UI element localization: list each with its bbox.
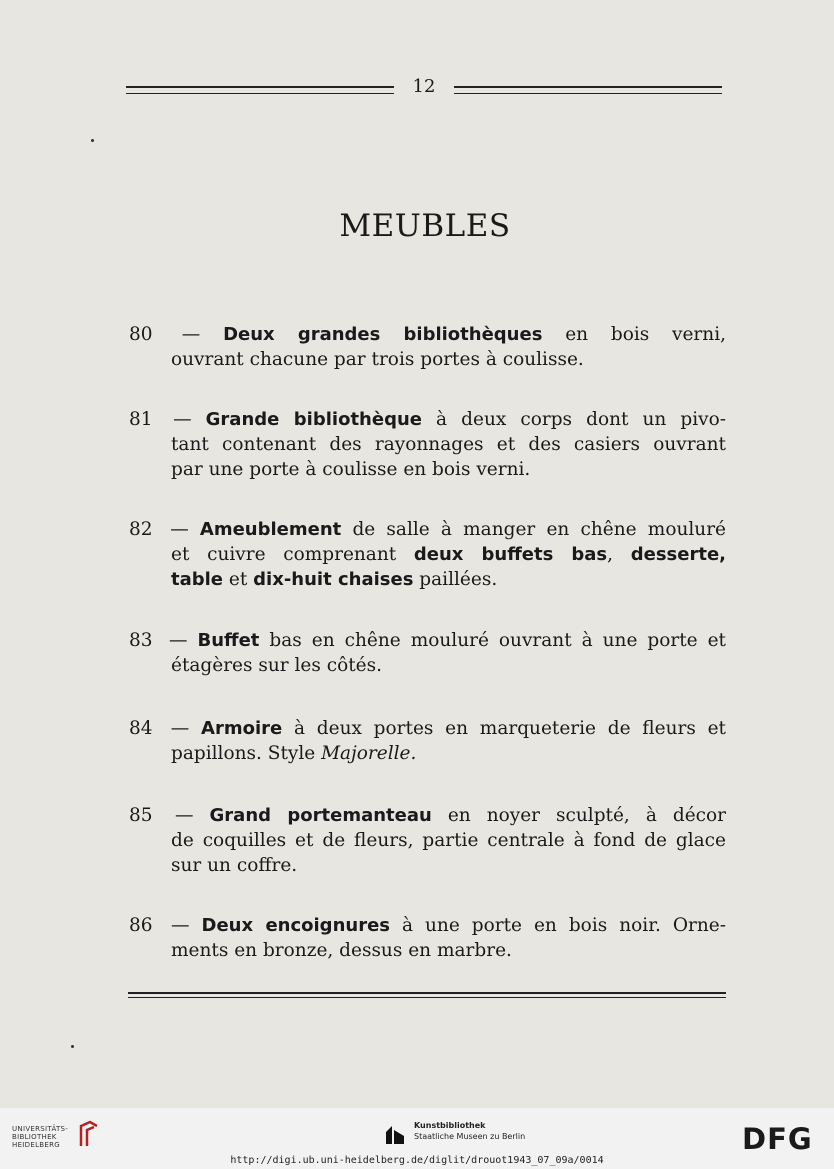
lot-item: deux buffets bas bbox=[413, 544, 608, 565]
lot-number: 84 bbox=[129, 718, 153, 739]
lot-number: 83 bbox=[129, 630, 153, 651]
header-rule-left bbox=[126, 86, 394, 94]
lot-text: de coquilles et de fleurs, partie centrale à fond de glace bbox=[171, 830, 726, 851]
lot-text: et bbox=[223, 569, 254, 590]
lot-number: 80 bbox=[129, 324, 153, 345]
lot-entry-80: 80 — Deux grandes bibliothèques en bois verni, ouvrant chacune par trois portes à coulisse. bbox=[129, 324, 726, 370]
lot-text: à deux portes en marqueterie de fleurs et bbox=[282, 718, 726, 739]
uni-line: HEIDELBERG bbox=[12, 1141, 60, 1149]
kunstbibliothek-logo-icon bbox=[382, 1122, 408, 1148]
speck bbox=[91, 139, 94, 142]
lot-title: Buffet bbox=[197, 630, 260, 651]
heidelberg-library-label bbox=[12, 1125, 68, 1149]
page-number: 12 bbox=[412, 76, 436, 97]
lot-text: de salle à manger en chêne mouluré bbox=[341, 519, 726, 540]
lot-item: dix-huit chaises bbox=[253, 569, 414, 590]
uni-line: BIBLIOTHEK bbox=[12, 1133, 57, 1141]
dfg-logo: DFG bbox=[742, 1122, 813, 1156]
footer-rule bbox=[128, 992, 726, 998]
lot-title: Grand portemanteau bbox=[209, 805, 432, 826]
lot-number: 81 bbox=[129, 409, 153, 430]
lot-text: étagères sur les côtés. bbox=[171, 655, 382, 676]
heidelberg-logo-icon bbox=[78, 1120, 100, 1148]
lot-title: Deux encoignures bbox=[201, 915, 390, 936]
lot-item: table bbox=[171, 569, 224, 590]
section-title: MEUBLES bbox=[339, 208, 511, 244]
lot-text: bas en chêne mouluré ouvrant à une porte et bbox=[259, 630, 726, 651]
lot-item: desserte, bbox=[630, 544, 726, 565]
lot-entry-83: 83 — Buffet bas en chêne mouluré ouvrant à une porte et étagères sur les côtés. bbox=[129, 630, 726, 676]
lot-text: à une porte en bois noir. Orne- bbox=[390, 915, 727, 936]
lot-title: Ameublement bbox=[199, 519, 342, 540]
lot-text: , bbox=[607, 544, 631, 565]
lot-text: ouvrant chacune par trois portes à coulisse. bbox=[171, 349, 584, 370]
lot-number: 82 bbox=[129, 519, 153, 540]
speck bbox=[71, 1045, 74, 1048]
lot-text: et cuivre comprenant bbox=[171, 544, 414, 565]
lot-text: paillées. bbox=[413, 569, 498, 590]
lot-entry-84: 84 — Armoire à deux portes en marqueterie de fleurs et papillons. Style Majorelle. bbox=[129, 718, 726, 764]
header-rule-right bbox=[454, 86, 722, 94]
uni-line: UNIVERSITÄTS- bbox=[12, 1125, 69, 1133]
kb-line: Staatliche Museen zu Berlin bbox=[414, 1132, 526, 1141]
kunstbibliothek-label bbox=[414, 1120, 525, 1142]
lot-entry-82: 82 — Ameublement de salle à manger en chêne mouluré et cuivre comprenant deux buffets bas, desserte, table et dix-huit chaises paillées. bbox=[129, 519, 726, 590]
source-url-link[interactable]: http://digi.ub.uni-heidelberg.de/diglit/drouot1943_07_09a/0014 bbox=[230, 1155, 604, 1166]
lot-text: tant contenant des rayonnages et des casiers ouvrant bbox=[171, 434, 726, 455]
lot-title: Deux grandes bibliothèques bbox=[223, 324, 543, 345]
lot-entry-86: 86 — Deux encoignures à une porte en bois noir. Orne- ments en bronze, dessus en marbre. bbox=[129, 915, 727, 961]
lot-number: 85 bbox=[129, 805, 153, 826]
lot-entry-85: 85 — Grand portemanteau en noyer sculpté, à décor de coquilles et de fleurs, partie centrale à fond de glace sur un coffre. bbox=[129, 805, 726, 876]
lot-text: papillons. Style bbox=[171, 743, 322, 764]
lot-number: 86 bbox=[129, 915, 153, 936]
digitization-footer-bar bbox=[0, 1108, 834, 1169]
lot-title: Armoire bbox=[201, 718, 283, 739]
lot-text: en noyer sculpté, à décor bbox=[431, 805, 726, 826]
lot-text: à deux corps dont un pivo- bbox=[421, 409, 726, 430]
lot-entry-81: 81 — Grande bibliothèque à deux corps dont un pivo- tant contenant des rayonnages et des casiers ouvrant par une porte à coulisse en bois verni. bbox=[129, 409, 726, 480]
lot-designer: Majorelle. bbox=[321, 743, 417, 764]
kb-line: Kunstbibliothek bbox=[414, 1121, 486, 1130]
lot-text: en bois verni, bbox=[542, 324, 726, 345]
lot-text: sur un coffre. bbox=[171, 855, 298, 876]
lot-title: Grande bibliothèque bbox=[205, 409, 422, 430]
lot-text: par une porte à coulisse en bois verni. bbox=[171, 459, 531, 480]
lot-text: ments en bronze, dessus en marbre. bbox=[171, 940, 512, 961]
